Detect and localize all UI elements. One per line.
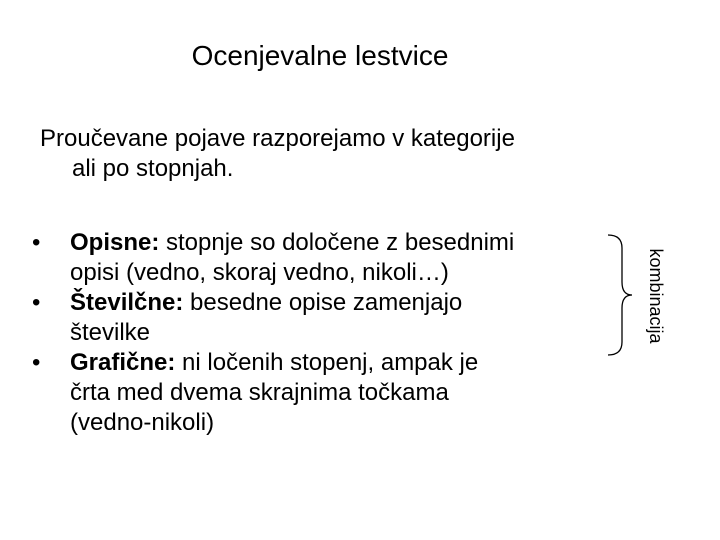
bullet-text-continued: črta med dvema skrajnima točkama (70, 379, 449, 406)
bullet-term: Grafične: (70, 349, 176, 376)
bullet-text: ni ločenih stopenj, ampak je (175, 349, 479, 376)
bullet-item-opisne (32, 228, 612, 288)
intro-text (40, 124, 640, 184)
bullet-term: Številčne: (70, 289, 184, 316)
bullet-text-continued: opisi (vedno, skoraj vedno, nikoli…) (70, 259, 449, 286)
bullet-icon: • (32, 289, 41, 316)
bullet-text-continued: številke (70, 319, 151, 346)
bullet-term: Opisne: (70, 229, 160, 256)
bullet-icon: • (32, 349, 41, 376)
bullet-list (32, 228, 612, 438)
bullet-text: stopnje so določene z besednimi (159, 229, 515, 256)
bullet-icon: • (32, 229, 41, 256)
bullet-item-stevilcne (32, 288, 612, 348)
bullet-text: besedne opise zamenjajo (183, 289, 463, 316)
side-label-kombinacija: kombinacija (646, 248, 666, 344)
slide-title: Ocenjevalne lestvice (191, 40, 449, 71)
bullet-item-graficne (32, 348, 612, 438)
intro-line-1: Proučevane pojave razporejamo v kategorije (40, 125, 515, 152)
bullet-text-continued: (vedno-nikoli) (70, 409, 215, 436)
intro-line-2: ali po stopnjah. (72, 155, 234, 182)
right-brace-icon (606, 234, 634, 356)
